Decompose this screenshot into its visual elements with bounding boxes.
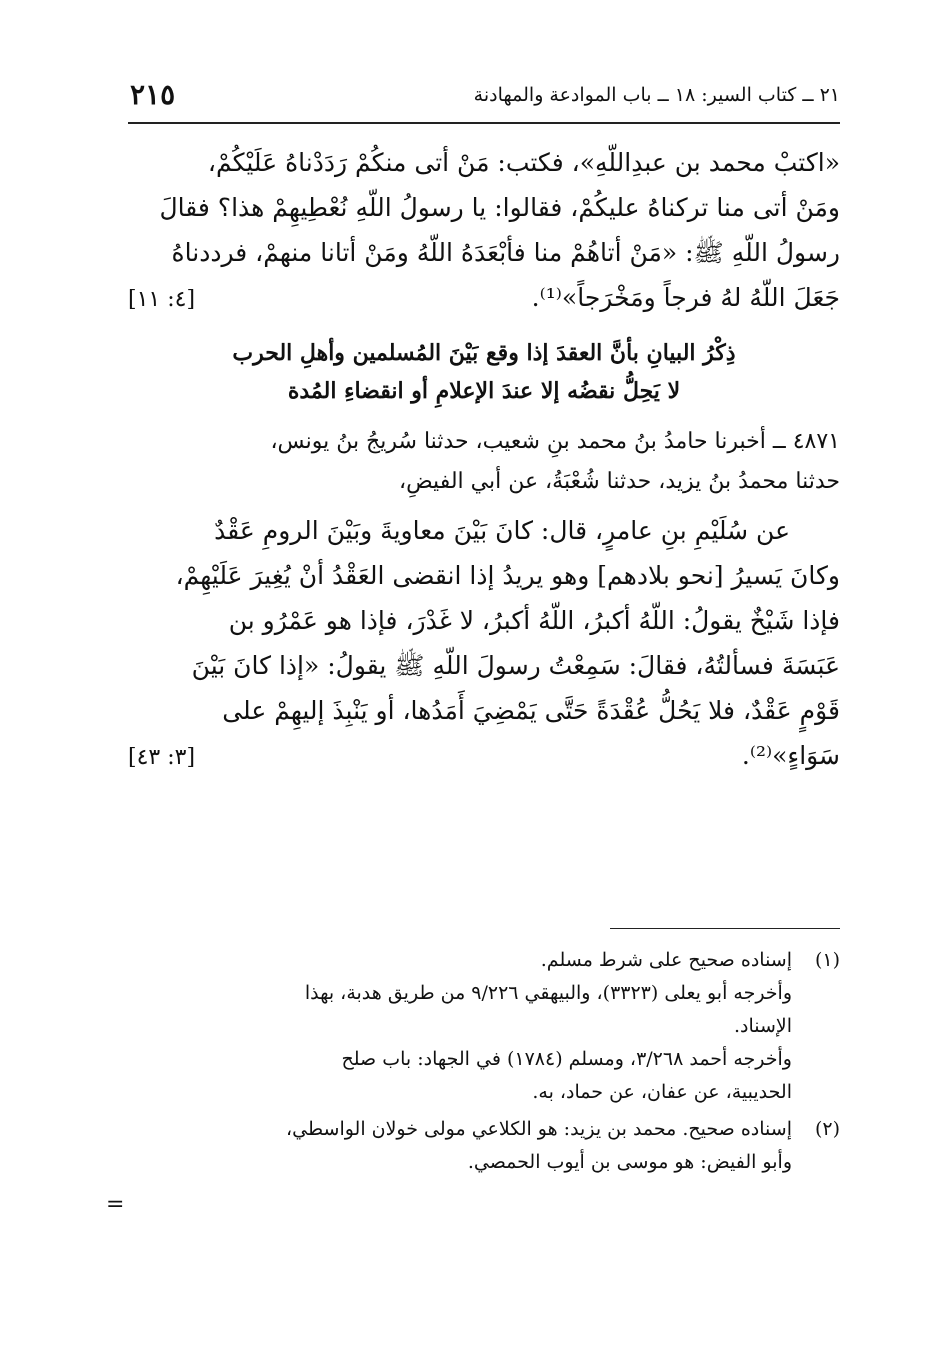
hadith-number: ٤٨٧١ bbox=[792, 429, 840, 454]
heading-line: ذِكْرُ البيانِ بأنَّ العقدَ إذا وقع بَيْنَ المُسلمين وأهلِ الحرب bbox=[232, 340, 736, 366]
isnad-line bbox=[128, 422, 840, 462]
line-with-reference bbox=[128, 275, 840, 320]
footnote-line: وأبو الفيض: هو موسى بن أيوب الحمصي. bbox=[467, 1151, 792, 1173]
hadith-reference: [٤: ١١] bbox=[128, 287, 196, 312]
footnote-line: إسناده صحيح على شرط مسلم. bbox=[540, 949, 792, 971]
main-text bbox=[128, 140, 840, 778]
footnote-line: الحديبية، عن عفان، عن حماد، به. bbox=[532, 1081, 792, 1103]
footnote-line: الإسناد. bbox=[733, 1015, 792, 1037]
isnad-line: حدثنا محمدُ بنُ يزيد، حدثنا شُعْبَةُ، عن أبي الفيضِ، bbox=[399, 469, 840, 494]
hadith-reference: [٣: ٤٣] bbox=[128, 745, 196, 770]
text-line: «اكتبْ محمد بن عبدِاللّهِ»، فكتب: مَنْ أتى منكُمْ رَدَدْناهُ عَلَيْكُمْ، bbox=[207, 148, 840, 177]
running-head: ٢١ ــ كتاب السير: ١٨ ــ باب الموادعة والمهادنة bbox=[473, 84, 840, 106]
footnote-body bbox=[110, 1113, 792, 1179]
page-header bbox=[128, 68, 840, 124]
text-line: ومَنْ أتى منا تركناهُ عليكُمْ، فقالوا: يا رسولُ اللّهِ نُعْطِيهِمْ هذا؟ فقالَ bbox=[159, 193, 840, 222]
line-with-reference bbox=[128, 733, 840, 778]
text-line: جَعَلَ اللّهُ لهُ فرجاً ومَخْرَجاً»⁽¹⁾. bbox=[531, 283, 840, 312]
text-line: فإذا شَيْخٌ يقولُ: اللّهُ أكبرُ، اللّهُ أكبرُ، لا غَدْرَ، فإذا هو عَمْرُو بن bbox=[228, 606, 840, 635]
text-line: قَوْمٍ عَقْدٌ، فلا يَحُلُّ عُقْدَةً حَتَّى يَمْضِيَ أَمَدُها، أو يَنْبِذَ إليهِمْ على bbox=[222, 696, 840, 725]
isnad-text: ــ أخبرنا حامدُ بنُ محمد بنِ شعيب، حدثنا سُريجُ بنُ يونس، bbox=[270, 429, 786, 454]
heading-line: لا يَحِلُّ نقضُه إلا عندَ الإعلامِ أو انقضاءِ المُدة bbox=[287, 378, 681, 404]
footnote bbox=[110, 944, 840, 1109]
footnote-body bbox=[110, 944, 792, 1109]
continuation-mark: = bbox=[106, 1192, 125, 1217]
footnote-number: (١) bbox=[814, 949, 840, 971]
footnotes bbox=[110, 944, 840, 1183]
chapter-heading bbox=[128, 334, 840, 410]
text-line: سَوَاءٍ»⁽²⁾. bbox=[741, 741, 840, 770]
footnote-number: (٢) bbox=[814, 1118, 840, 1140]
footnote-line: إسناده صحيح. محمد بن يزيد: هو الكلاعي مولى خولان الواسطي، bbox=[285, 1118, 792, 1140]
footnote-line: وأخرجه أحمد ٣/٢٦٨، ومسلم (١٧٨٤) في الجهاد: باب صلح bbox=[341, 1048, 792, 1070]
text-line: وكانَ يَسيرُ [نحو بلادهم] وهو يريدُ إذا انقضى العَقْدُ أنْ يُغِيرَ عَلَيْهِمْ، bbox=[175, 561, 840, 590]
page-number: ٢١٥ bbox=[130, 78, 176, 111]
footnote bbox=[110, 1113, 840, 1179]
text-line: عَبَسَةَ فسألتُهُ، فقالَ: سَمِعْتُ رسولَ اللّهِ ﷺ يقولُ: «إذا كانَ بَيْنَ bbox=[191, 651, 840, 680]
text-line: عن سُلَيْمِ بنِ عامرٍ، قال: كانَ بَيْنَ معاويةَ وبَيْنَ الرومِ عَقْدٌ bbox=[214, 516, 790, 545]
footnote-line: وأخرجه أبو يعلى (٣٣٢٣)، والبيهقي ٩/٢٢٦ من طريق هدبة، بهذا bbox=[304, 982, 792, 1004]
footnote-separator bbox=[610, 928, 840, 929]
text-line: رسولُ اللّهِ ﷺ: «مَنْ أتاهُمْ منا فأبْعَدَهُ اللّهُ ومَنْ أتانا منهمْ، فرددناهُ bbox=[171, 238, 840, 267]
